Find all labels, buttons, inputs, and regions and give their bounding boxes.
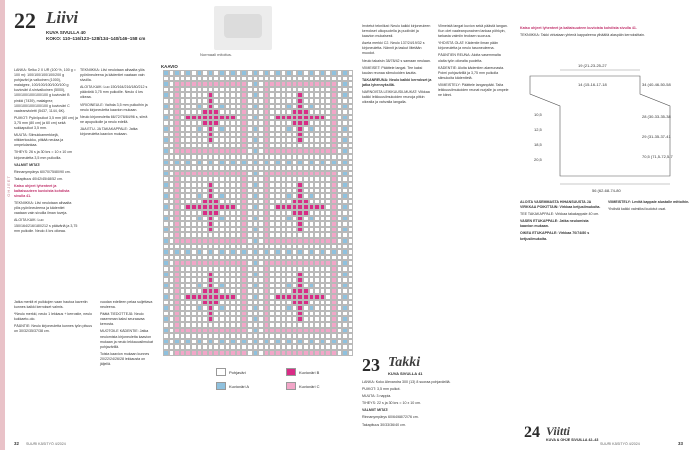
right-col-b	[608, 200, 690, 214]
legend-item-b	[286, 368, 319, 376]
col5-p1: Viimeistä langat kuvion sekä päästä langan. Kun olet vaaleanpunainen lankaa pöhkyin, tarkasta valmiin teoksen suoruus.	[438, 24, 508, 39]
legend-swatch-b	[286, 368, 296, 376]
pattern-23-title: Takki	[388, 355, 421, 370]
text-column-1	[14, 68, 78, 236]
p23-lanka: LANKA: Koko Alexandra 300 (13) 8 suoraa pohjavärillä.	[362, 380, 451, 384]
legend-swatch-c	[286, 382, 296, 390]
col3-p6: Toista kaavion mukaan kunnes 20/22/24/26/28 lekkausta on jäljellä.	[100, 351, 150, 367]
right-intro	[520, 26, 690, 40]
legend-label-c: Kuvioväri C	[299, 383, 320, 389]
col3-p5: *Neulo merkki, neulo 1 lekkaus + kerrostie, neulo kukkaeto-olo.	[14, 312, 93, 322]
col2-technique: TEKNIIKKA: Liivi neulotaan alhaalta ylös pyöröneuleena ja kädentiet vaataan vain sivuilla.	[80, 68, 145, 83]
materials-needles: PUIKOT: Pyöröpuikot 3,5 mm (80 cm) ja 3,75 mm (80 cm) ja 60 cm) sekä sukkapuikot 3,5 mm.	[14, 115, 78, 131]
diagram-outline	[530, 76, 670, 176]
vest-photo-figure	[224, 14, 262, 38]
pattern-number: 22	[14, 8, 36, 33]
materials-other: MUUTA: Silmukkamerkkejä, nitkkerkoukku, pitkää neulaa ja ompelulankaa.	[14, 133, 64, 148]
p23-rinn: Rinnanympärys 60/64/68/72/76 cm.	[362, 415, 419, 420]
text-column-2	[80, 68, 150, 139]
pattern-page-ref: KUVA SIVULLA 40	[46, 30, 86, 35]
diagram-right-3: 29 (31-35-37-41	[642, 134, 671, 139]
diagram-right-1: 34 (40-46-50-58	[642, 82, 671, 87]
materials-yarn: LANKA: Selko 2 X UR (100 %, 100 g = 100 m): 100/100/100/100/200 g pohjaväri ja valkoinen (1000), malaigrez, 100/100/100/100/100 g kuvioväri A sinivalkoinen (5000), 100/100/100/100/100 g kuvioväri B pinkki (7439), malaigrez; 100/100/100/100/100 g kuvioväri C vaaleanvioletti (5437, 1144, 6K).	[14, 68, 76, 113]
right-right-front: OIKEA ETUKAPPALE: Virkkaa 70/74/80 s ketjusilmukoita.	[520, 231, 590, 241]
diagram-bottom-label: 56 (62-68-74-80	[592, 188, 621, 193]
diagram-right-4: 70,5 (71,5-72,5-7	[642, 154, 673, 159]
diagram-left-1: 10,5	[534, 112, 542, 117]
right-join: Yhdistä kaikki valmiiksi kudotut osat.	[608, 207, 667, 212]
side-tab-label: OHJEET	[6, 175, 11, 197]
col3-p3: Jatka merkit ei puikkojen vaan hautoa kaveriin kunnes kaikki kerrokset valmis.	[14, 300, 88, 310]
pattern-23-subtitle: KUVA SIVULLA 41	[388, 371, 423, 376]
legend-item-a	[216, 382, 249, 390]
vest-photo	[214, 6, 272, 50]
col4-p3: Neulo takaisin 38/78/42 s samaan neulaan.	[362, 58, 431, 63]
col4-p1: Irrotetut tekniikat: Neulo kaikki kirjoneuleen kerrokset ulkopuolella ja puoliväri ja kaavion mukaisesti.	[362, 24, 431, 39]
diagram-top-label: 19 (21-23-25-27	[578, 63, 607, 68]
col4-p6: NARNOISTA LEIKKUUSILMUKAT: Viikkaa kaikki leikkuusilmukoiden reunoja pitkin oikealla ja vahvalla langalla.	[362, 90, 430, 105]
p23-takap: Takapituus 30/33/36/40 cm.	[362, 422, 406, 427]
col4-p4: VIIMEISET: Päättele langat. Tee kaksi kaulan reunaa silmukoiden kautta.	[362, 65, 423, 75]
p23-tiheys: TIHEYS: 22 s ja 30 krs = 10 x 10 cm.	[362, 401, 422, 406]
p23-puikot: PUIKOT: 3,5 mm puikot.	[362, 387, 401, 392]
chest-measure: Rinnanympärys 60/70/75/80/90 cm.	[14, 169, 71, 174]
col4-p5: TAKANREUNA: Neulo kaikki kerrokset ja jatka lyhennyksillä.	[362, 77, 432, 87]
text-column-3b	[14, 300, 94, 337]
diagram-left-4: 20,5	[534, 157, 542, 162]
finished-measures-heading: VALMIIT MITAT:	[14, 162, 41, 167]
right-left-front: VASEN ETUKAPPALE: Jatka neulomista kaavion mukaan.	[520, 219, 589, 229]
pattern-23-number: 23	[362, 355, 380, 375]
page-number-left: 32	[14, 441, 19, 446]
col3-p1: vuodan edelleen pelaa suljettava neuleena.	[100, 300, 153, 310]
chart-legend	[216, 368, 356, 418]
legend-label-base: Pohjaväri	[229, 369, 246, 375]
side-color-strip	[0, 0, 5, 450]
measurement-diagram	[520, 56, 690, 196]
col4-p2: Aseta merkki C2. Neulo 137/24/19/32 s kirjoneuletta. Nännit ja taskut liitetään muodot.	[362, 41, 425, 56]
legend-swatch-base	[216, 368, 226, 376]
col5-p2: YHDISTÄ OLAT: Kädentie ilman pään kirjoneuletta ja neulo tasoneuleena.	[438, 41, 499, 51]
col3-p7: PÄÄNTIE: Neulo kirjoneuletta kunnes työn pituus on 30/32/35/37/38 cm.	[14, 324, 93, 334]
right-start: ALOITA VASEMMASTA HIHANSUUSTA JA VIRKKAA POIKITTAIN: Virkkaa ketjusilmukoita.	[520, 200, 601, 210]
col5-p4: KÄDENTIE: Aloita kädentien alareunasta. Poimi pohjavärillä ja 3,75 mm puikolla silmukoita kädentietä.	[438, 65, 505, 80]
pattern-subtitle	[46, 30, 145, 42]
gauge: TIHEYS: 26 s ja 30 krs = 10 x 10 cm kirjoneuletta 3,5 mm puikoilla.	[14, 150, 73, 160]
pattern-sizes: KOKO: 110–116/123–128/134–140/146–158 cm	[46, 36, 146, 41]
col5-p5: VIIMEISTELY: Päättele langanpäät. Taita leikkuusilmukoiden reunat nurjalle ja ompele ne kiinni.	[438, 82, 509, 98]
footer-left-text: SUURI KÄSITYÖ 4/2024	[26, 442, 66, 446]
pattern-22-header	[14, 8, 324, 48]
col3-p2: Päätä TIEDOTTEJÄ: Neulo vasemman kaksi seuraavaa kerrosta.	[100, 312, 145, 327]
legend-label-b: Kuvioväri B	[299, 369, 320, 375]
pattern-23-details	[362, 380, 512, 430]
col2-split: JAA ETU- JA TAKAKAPPALE: Jatka kirjoneuletta kaavion mukaan.	[80, 126, 138, 137]
abbreviation-note: Katso ohjeet lyhenteet ja kaltaisuuteen kuvioista kohdista sivulla 41.	[14, 183, 70, 199]
text-column-4	[362, 24, 432, 107]
right-technique: TEKNIIKKA: Takki virkataan yhtenä kappaleena ylhäältä alaspäin kerroksittain.	[520, 33, 645, 38]
legend-swatch-a	[216, 382, 226, 390]
page-number-right: 33	[678, 441, 683, 446]
p23-mitat: VALMIIT MITAT:	[362, 408, 389, 413]
chart-label: KAAVIO	[161, 64, 178, 69]
legend-item-c	[286, 382, 319, 390]
chart-cell	[348, 350, 354, 356]
text-column-3	[100, 300, 156, 369]
right-col-a	[520, 200, 602, 244]
legend-label-a: Kuvioväri A	[229, 383, 250, 389]
legend-item-base	[216, 368, 246, 376]
diagram-right-2: 28 (30-33-35-38	[642, 114, 671, 119]
diagram-left-2: 12,5	[534, 127, 542, 132]
cast-on-text: ALOITA KAIK: Luo 150/164/216/180/212 s pääväriä ja 3,75 mm puikolle. Neulo 4 krs oikeaa.	[14, 218, 78, 233]
pattern-24-subtitle: KUVA & OHJE SIVUILLA 42–43	[546, 438, 599, 442]
col5-p3: PÄÄNTIEN REUNA: Aloita vasemmalta olalta työn oikealta puolelta.	[438, 53, 501, 63]
pattern-title: Liivi	[46, 8, 79, 27]
photo-caption: Normaali mitoitus.	[200, 52, 233, 57]
pattern-number-box	[14, 8, 40, 34]
diagram-mid-label: 14 (15-16-17-18	[578, 82, 607, 87]
pattern-24-title: Viitti	[546, 424, 571, 438]
text-column-5	[438, 24, 510, 100]
right-abbrev: Katso ohjeet lyhenteet ja kaltaisuuteen kuvioista kohdista sivulla 41.	[520, 26, 637, 30]
diagram-left-3: 18,5	[534, 142, 542, 147]
col2-colorwork-detail: Neulo kirjoneuletta 66/72/78/84/96 s, siirrä ne apupuikolle ja neulo edellä.	[80, 114, 148, 124]
p23-muuta: MUUTA: 3 nappia.	[362, 394, 392, 399]
right-finishing: VIIMEISTELY: Levitä kappale alustalle mittoihin.	[608, 200, 690, 204]
back-length: Takapituus 40/42/45/48/52 cm.	[14, 176, 63, 181]
pattern-24-number: 24	[524, 424, 540, 441]
technique-text: TEKNIIKKA: Liivi neulotaan alhaalta ylös pyöröneuleena ja kädentiet vaataan vain sivuilla ilman tuveja.	[14, 201, 72, 216]
right-back: TEE TAKAKAPPALE: Virkkaa takakappale 40 cm.	[520, 212, 600, 217]
footer-right-text: SUURI KÄSITYÖ 4/2024	[600, 442, 640, 446]
col3-p4: MUOTOILE KÄDENTIE: Jatka neulomista kirjoneuletta kaavion mukaan ja neulo lekkauusilmukat pohjavärillä.	[100, 329, 153, 349]
colorwork-chart	[163, 70, 353, 360]
col2-cast-on: ALOITA KAIK: Luo 150/164/216/180/212 s pääväriä 3,75 mm puikoille. Neulo 4 krs oikeaa.	[80, 85, 148, 100]
col2-colorwork: VIRIOINEULE: Vaihda 3,5 mm puikoihin ja neulo kirjoneuletta kaavion mukaan.	[80, 102, 148, 112]
